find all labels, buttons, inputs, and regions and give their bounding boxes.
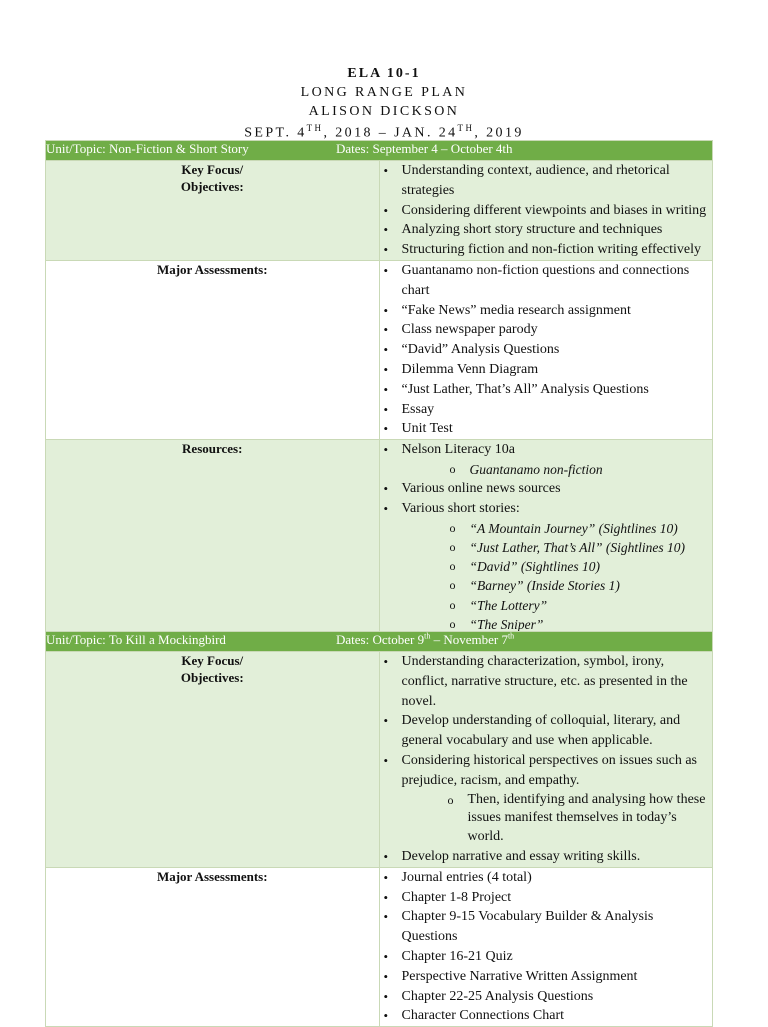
list-item: • Understanding characterization, symbol, irony, conflict, narrative structure, etc. as presented in the novel. [380, 652, 713, 711]
sub-list-item: o “David” (Sightlines 10) [402, 557, 713, 576]
unit-topic: Unit/Topic: To Kill a Mockingbird [46, 632, 226, 648]
sub-list-item: o “Just Lather, That’s All” (Sightlines 10) [402, 538, 713, 557]
list-item: • Various online news sources [380, 479, 713, 499]
unit-header-row [46, 141, 713, 161]
assessments-row [46, 260, 713, 439]
objective-text: Considering historical perspectives on issues such as prejudice, racism, and empathy. [401, 752, 698, 788]
unit-dates [336, 632, 514, 647]
objectives-list-cell [379, 161, 713, 261]
objectives-label-line1: Key Focus/ [181, 653, 244, 668]
list-item: • Chapter 9-15 Vocabulary Builder & Analysis Questions [380, 907, 713, 947]
list-item: • “Just Lather, That’s All” Analysis Questions [380, 380, 713, 400]
objectives-label-line2: Objectives: [180, 179, 244, 194]
list-item: • Unit Test [380, 419, 713, 439]
unit-table-mockingbird [45, 631, 713, 1027]
course-title: ELA 10-1 [347, 66, 421, 81]
unit-table-nonfiction [45, 140, 713, 635]
list-item: • Understanding context, audience, and rhetorical strategies [380, 161, 713, 201]
list-item: • Essay [380, 400, 713, 420]
plan-title: LONG RANGE PLAN [300, 85, 468, 100]
sub-list-item: o “The Lottery” [402, 596, 713, 615]
unit-dates-sup-a: th [424, 632, 431, 641]
resource-name: Nelson Literacy 10a [401, 442, 516, 458]
list-item: • Develop narrative and essay writing skills. [380, 847, 713, 867]
unit-header [46, 141, 713, 161]
list-item: • “Fake News” media research assignment [380, 301, 713, 321]
sub-list-item: o Guantanamo non-fiction [402, 460, 713, 479]
list-item [380, 440, 713, 479]
plan-dates-sup2: TH [457, 123, 475, 133]
resources-label: Resources: [46, 440, 380, 635]
objectives-label [46, 161, 380, 261]
assessments-list-cell [379, 260, 713, 439]
assessments-row [46, 867, 713, 1026]
list-item [380, 751, 713, 847]
unit-topic: Unit/Topic: Non-Fiction & Short Story [46, 141, 249, 156]
unit-dates-a: Dates: October 9 [336, 632, 425, 648]
teacher-name: ALISON DICKSON [308, 104, 460, 119]
plan-dates-part2: , 2018 – JAN. 24 [323, 125, 458, 141]
list-item: • Structuring fiction and non-fiction writing effectively [380, 240, 713, 260]
assessments-list-cell [379, 867, 713, 1026]
objectives-row [46, 652, 713, 868]
plan-dates-sup1: TH [306, 123, 324, 133]
plan-dates-part3: , 2019 [474, 125, 524, 141]
list-item: • “David” Analysis Questions [380, 340, 713, 360]
objectives-row [46, 161, 713, 261]
list-item: • Guantanamo non-fiction questions and connections chart [380, 261, 713, 301]
list-item: • Journal entries (4 total) [380, 868, 713, 888]
sub-list-item: o “Barney” (Inside Stories 1) [402, 576, 713, 595]
assessments-label: Major Assessments: [46, 867, 380, 1026]
sub-list-item: o “The Sniper” [402, 615, 713, 634]
resource-name: Various short stories: [401, 500, 520, 516]
resources-row [46, 440, 713, 635]
list-item: • Perspective Narrative Written Assignment [380, 967, 713, 987]
plan-dates-part1: SEPT. 4 [244, 125, 307, 141]
resources-list-cell [379, 440, 713, 635]
sub-list-item: o “A Mountain Journey” (Sightlines 10) [402, 519, 713, 538]
list-item [380, 499, 713, 634]
unit-dates-b: – November 7 [430, 632, 508, 648]
list-item: • Dilemma Venn Diagram [380, 360, 713, 380]
objectives-label [46, 652, 380, 868]
unit-dates-sup-b: th [507, 632, 515, 641]
sub-list-item: o Then, identifying and analysing how these issues manifest themselves in today’s world. [402, 791, 713, 847]
list-item: • Chapter 16-21 Quiz [380, 947, 713, 967]
list-item: • Considering different viewpoints and biases in writing [380, 201, 713, 221]
unit-dates: Dates: September 4 – October 4th [336, 141, 513, 156]
list-item: • Develop understanding of colloquial, literary, and general vocabulary and use when applicable. [380, 711, 713, 751]
list-item: • Class newspaper parody [380, 320, 713, 340]
list-item: • Chapter 22-25 Analysis Questions [380, 987, 713, 1007]
unit-header [46, 632, 713, 652]
assessments-label: Major Assessments: [46, 260, 380, 439]
list-item: • Analyzing short story structure and techniques [380, 220, 713, 240]
plan-dates [0, 123, 768, 142]
objectives-label-line1: Key Focus/ [181, 162, 244, 177]
list-item: • Character Connections Chart [380, 1006, 713, 1026]
list-item: • Chapter 1-8 Project [380, 888, 713, 908]
unit-header-row [46, 632, 713, 652]
objectives-label-line2: Objectives: [180, 670, 244, 685]
objectives-list-cell [379, 652, 713, 868]
